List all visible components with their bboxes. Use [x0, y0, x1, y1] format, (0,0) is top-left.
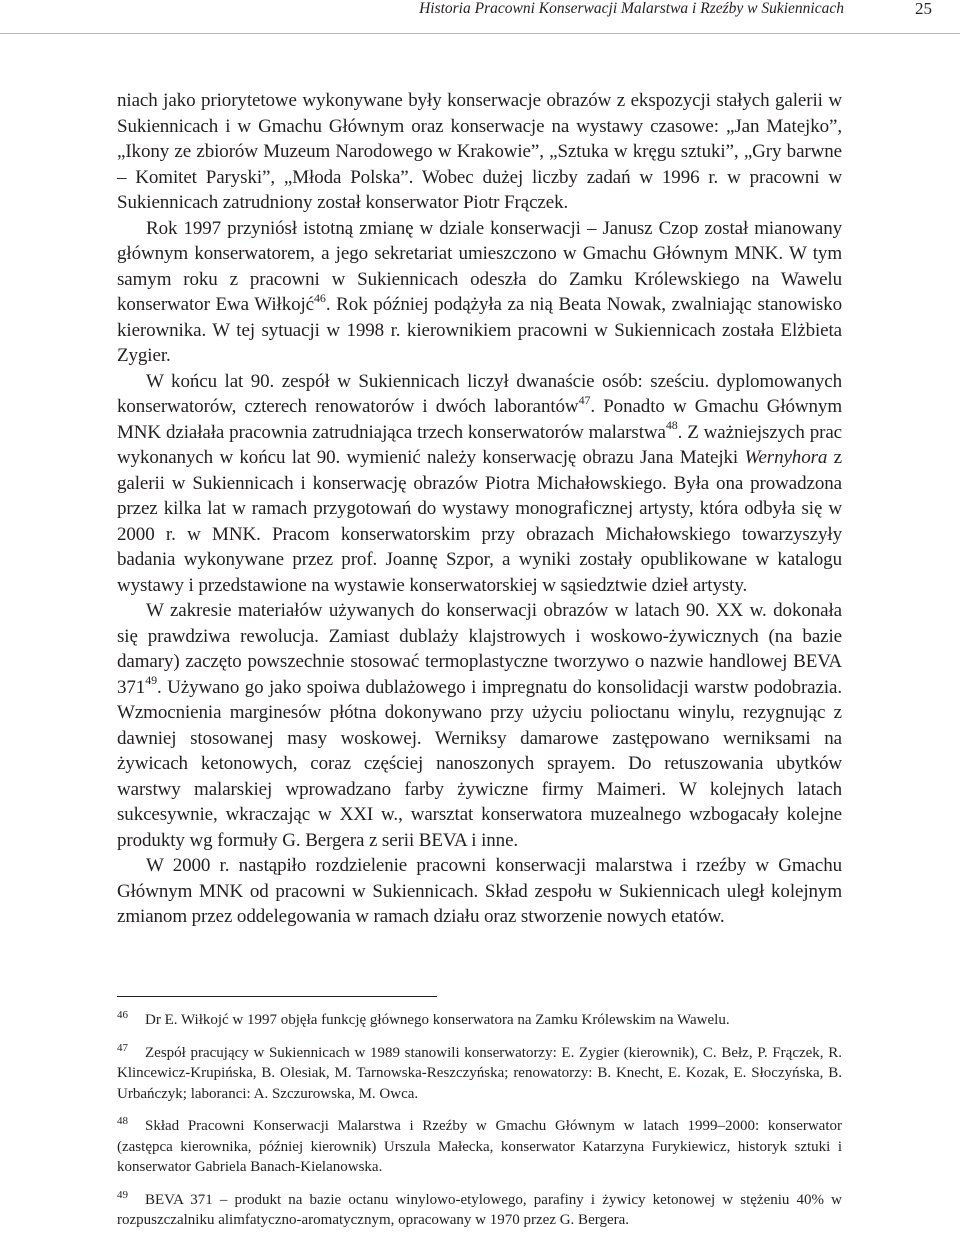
footnote-ref-49[interactable]: 49: [145, 673, 158, 688]
paragraph-text: Rok 1997 przyniósł istotną zmianę w dziale konserwacji – Janusz Czop został mianowany głównym konserwatorem, a jego sekretariat umieszczono w Gmachu Głównym MNK. W tym samym roku z pracowni w Sukiennicach odeszła do Zamku Królewskiego na Wawelu konserwator Ewa Wiłkojć: [117, 217, 842, 315]
paragraph-2: [117, 216, 842, 369]
running-header: [0, 0, 960, 34]
paragraph-text: niach jako priorytetowe wykonywane były konserwacje obrazów z ekspozycji stałych galerii w Sukiennicach i w Gmachu Głównym oraz konserwacje na wystawy czasowe: „Jan Matejko”, „Ikony ze zbiorów Muzeum Narodowego w Krakowie”, „Sztuka w kręgu sztuki”, „Gry barwne – Komitet Paryski”, „Młoda Polska”. Wobec dużej liczby zadań w 1996 r. w pracowni w Sukiennicach zatrudniony został konserwator Piotr Frączek.: [117, 90, 842, 213]
header-rule: [0, 33, 960, 34]
page-number: 25: [915, 0, 932, 18]
paragraph-text: . Ponadto w Gmachu Głównym MNK działała pracownia zatrudniająca trzech konserwatorów malarstwa: [117, 396, 842, 443]
paragraph-text: W 2000 r. nastąpiło rozdzielenie pracowni konserwacji malarstwa i rzeźby w Gmachu Głównym MNK od pracowni w Sukiennicach. Skład zespołu w Sukiennicach uległ kolejnym zmianom przez oddelegowania w ramach działu oraz stworzenie nowych etatów.: [117, 855, 842, 927]
footnote-text: Skład Pracowni Konserwacji Malarstwa i Rzeźby w Gmachu Głównym w latach 1999–2000: konserwator (zastępca kierownika, później kierownik) Urszula Małecka, konserwator Katarzyna Furykiewicz, historyk sztuki i konserwator Gabriela Banach-Kielanowska.: [117, 1118, 842, 1175]
paragraph-text: . Rok później podążyła za nią Beata Nowak, zwalniając stanowisko kierownika. W tej sytuacji w 1998 r. kierownikiem pracowni w Sukiennicach została Elżbieta Zygier.: [117, 294, 843, 366]
paragraph-text: . Używano go jako spoiwa dublażowego i impregnatu do konsolidacji warstw podobrazia. Wzmocnienia marginesów płótna dokonywano przy użyciu polioctanu winylu, rezygnując z dawniej stosowanej masy woskowej. Werniksy damarowe zastępowano werniksami na żywicach ketonowych, coraz częściej nanoszonych sprayem. Do retuszowania ubytków warstwy malarskiej wprowadzano farby żywiczne firmy Maimeri. W kolejnych latach sukcesywnie, wkraczając w XXI w., warsztat konserwatora muzealnego wzbogacały kolejne produkty wg formuły G. Bergera z serii BEVA i inne.: [117, 676, 842, 851]
footnote-ref-48[interactable]: 48: [665, 418, 678, 433]
artwork-title: Wernyhora: [744, 447, 828, 468]
footnotes: [117, 1010, 842, 1243]
footnote-49: 49 BEVA 371 – produkt na bazie octanu winylowo-etylowego, parafiny i żywicy ketonowej w stężeniu 40% w rozpuszczalniku alimfatyczno-aromatycznym, opracowany w 1970 przez G. Bergera.: [117, 1188, 842, 1228]
paragraph-3: [117, 369, 842, 599]
footnote-text: Dr E. Wiłkojć w 1997 objęła funkcję głównego konserwatora na Zamku Królewskim na Wawelu.: [145, 1012, 730, 1028]
paragraph-text: W końcu lat 90. zespół w Sukiennicach liczył dwanaście osób: sześciu. dyplomowanych konserwatorów, czterech renowatorów i dwóch laborantów: [117, 370, 842, 417]
paragraph-text: . Z ważniejszych prac wykonanych w końcu lat 90. wymienić należy konserwację obrazu Jana Matejki: [117, 421, 843, 468]
footnote-48: 48 Skład Pracowni Konserwacji Malarstwa i Rzeźby w Gmachu Głównym w latach 1999–2000: konserwator (zastępca kierownika, później kierownik) Urszula Małecka, konserwator Katarzyna Furykiewicz, historyk sztuki i konserwator Gabriela Banach-Kielanowska.: [117, 1115, 842, 1175]
footnote-47: 47 Zespół pracujący w Sukiennicach w 1989 stanowili konserwatorzy: E. Zygier (kierownik), C. Bełz, P. Frączek, R. Klincewicz-Krupińska, B. Olesiak, M. Tarnowska-Reszczyńska; renowatorzy: B. Knecht, E. Kozak, E. Słoczyńska, B. Urbańczyk; laboranci: A. Szczurowska, M. Owca.: [117, 1041, 842, 1102]
paragraph-5: [117, 853, 842, 930]
paragraph-4: [117, 598, 842, 853]
footnote-ref-46[interactable]: 46: [314, 290, 326, 305]
footnote-text: Zespół pracujący w Sukiennicach w 1989 stanowili konserwatorzy: E. Zygier (kierownik), C. Bełz, P. Frączek, R. Klincewicz-Krupińska, B. Olesiak, M. Tarnowska-Reszczyńska; renowatorzy: B. Knecht, E. Kozak, E. Słoczyńska, B. Urbańczyk; laboranci: A. Szczurowska, M. Owca.: [117, 1044, 842, 1102]
footnote-46: 46 Dr E. Wiłkojć w 1997 objęła funkcję głównego konserwatora na Zamku Królewskim na Wawelu.: [117, 1009, 730, 1028]
running-title: Historia Pracowni Konserwacji Malarstwa i Rzeźby w Sukiennicach: [419, 0, 844, 17]
footnote-text: BEVA 371 – produkt na bazie octanu winylowo-etylowego, parafiny i żywicy ketonowej w stężeniu 40% w rozpuszczalniku alimfatyczno-aromatycznym, opracowany w 1970 przez G. Bergera.: [117, 1191, 842, 1228]
footnote-separator: [117, 996, 437, 997]
footnote-ref-47[interactable]: 47: [578, 392, 591, 407]
paragraph-text: W zakresie materiałów używanych do konserwacji obrazów w latach 90. XX w. dokonała się prawdziwa rewolucja. Zamiast dublaży klajstrowych i woskowo-żywicznych (na bazie damary) zaczęto powszechnie stosować termoplastyczne tworzywo o nazwie handlowej BEVA 371: [117, 600, 842, 698]
paragraph-1: [117, 88, 842, 216]
paragraph-text: z galerii w Sukiennicach i konserwację obrazów Piotra Michałowskiego. Była ona prowadzona przez kilka lat w ramach przygotowań do wystawy monograficznej artysty, która odbyła się w 2000 r. w MNK. Pracom konserwatorskim przy obrazach Michałowskiego towarzyszyły badania wykonywane przez prof. Joannę Szpor, a wyniki zostały opublikowane w katalogu wystawy i przedstawione na wystawie konserwatorskiej w sąsiedztwie dzieł artysty.: [117, 447, 842, 596]
body-text: [117, 88, 842, 930]
